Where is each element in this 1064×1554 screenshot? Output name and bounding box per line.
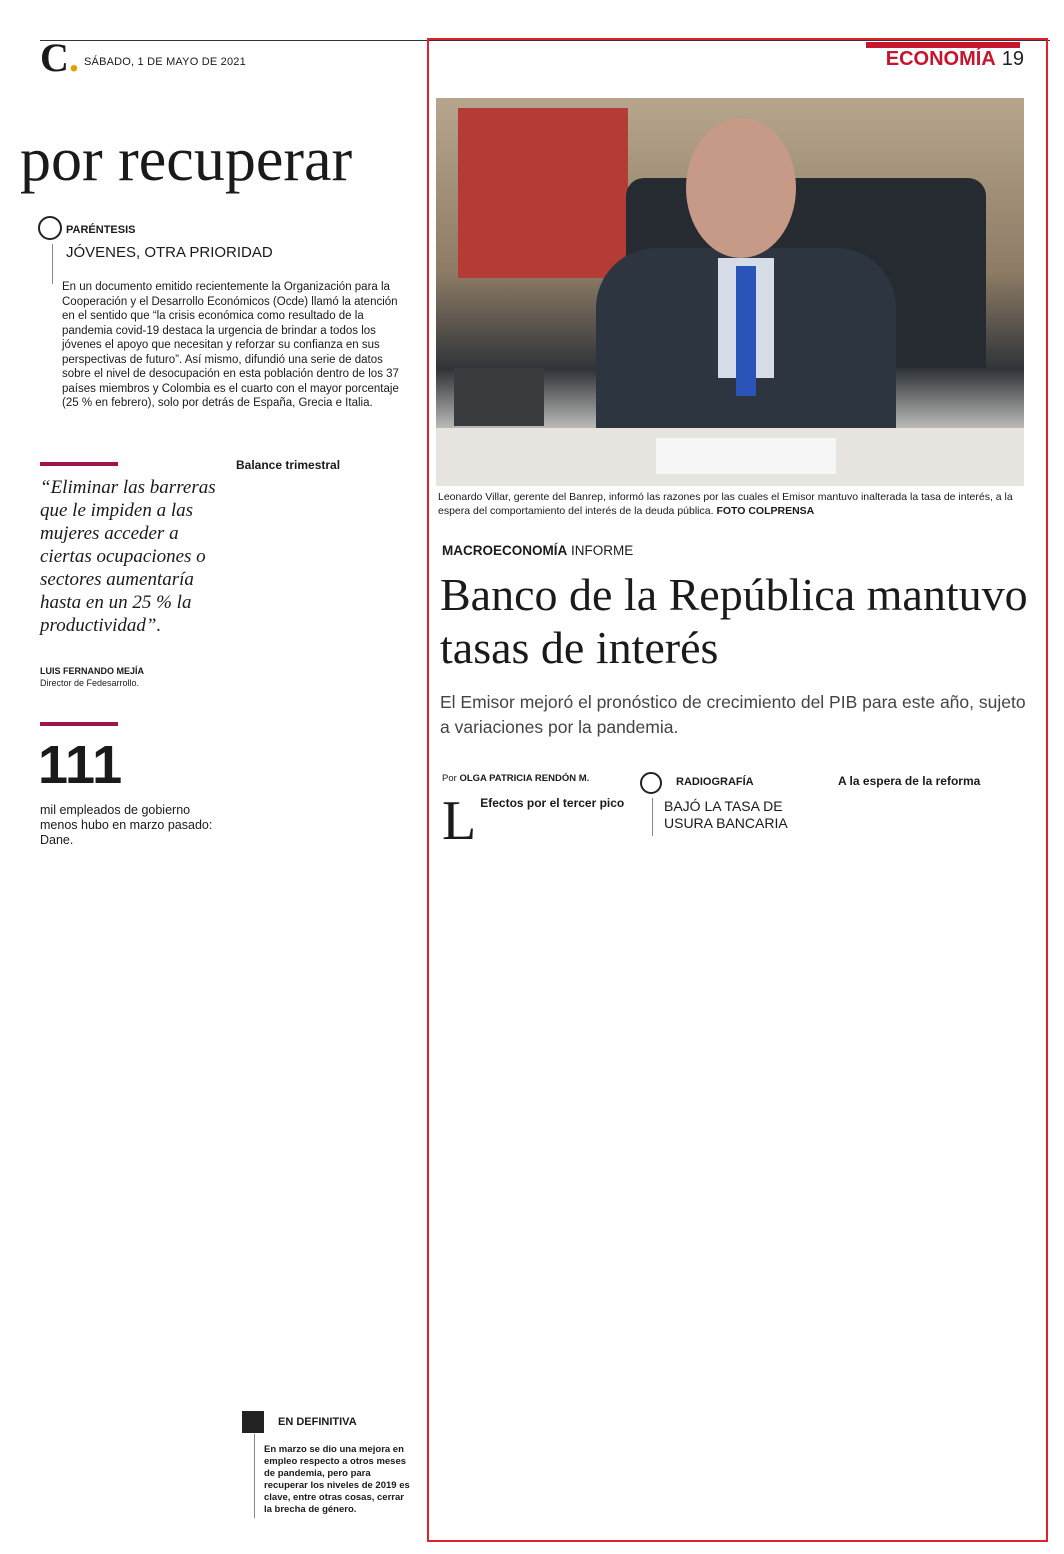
byline: Por OLGA PATRICIA RENDÓN M. bbox=[442, 773, 590, 784]
middle-body-column bbox=[236, 458, 412, 1540]
article-kicker: MACROECONOMÍA INFORME bbox=[442, 543, 634, 558]
left-headline-fragment: por recuperar bbox=[20, 126, 353, 194]
parentesis-title: JÓVENES, OTRA PRIORIDAD bbox=[66, 244, 273, 261]
article-column-2 bbox=[640, 1248, 824, 1540]
checker-icon bbox=[242, 1411, 264, 1433]
radiografia-label: RADIOGRAFÍA bbox=[676, 776, 754, 788]
issue-date: SÁBADO, 1 DE MAYO DE 2021 bbox=[84, 56, 246, 68]
quote-author: LUIS FERNANDO MEJÍA bbox=[40, 666, 145, 676]
stat-text: mil empleados de gobierno menos hubo en marzo pasado: Dane. bbox=[40, 803, 213, 847]
radiografia-rule bbox=[652, 798, 653, 836]
en-definitiva-body: En marzo se dio una mejora en empleo respecto a otros meses de pandemia, pero para recuperar los niveles de 2019 es clave, entre otras cosas, cerrar la brecha de género. bbox=[264, 1444, 410, 1515]
section-label: ECONOMÍA 19 bbox=[885, 48, 1024, 70]
parentesis-kicker: PARÉNTESIS bbox=[66, 224, 136, 236]
parentesis-rule bbox=[52, 244, 53, 284]
pull-quote: “Eliminar las barreras que le impiden a las mujeres acceder a ciertas ocupaciones o sectores aumentaría hasta en un 25 % la productividad”. bbox=[40, 477, 216, 636]
subhead-reforma: A la espera de la reforma bbox=[838, 774, 981, 788]
photo-credit: FOTO COLPRENSA bbox=[716, 504, 815, 517]
pin-icon bbox=[38, 216, 62, 240]
photo-caption bbox=[438, 491, 1028, 518]
article-headline: Banco de la República mantuvo tasas de interés bbox=[440, 569, 1028, 673]
magnifier-icon bbox=[640, 772, 662, 794]
parentesis-body: En un documento emitido recientemente la Organización para la Cooperación y el Desarrollo Económicos (Ocde) llamó la atención en el sentido que “la crisis económica como resultado de la pandemia covid-19 destaca la urgencia de brindar a todos los jóvenes el apoyo que necesitan y reforzar su confianza en sus perspectivas de futuro”. Así mismo, difundió una serie de datos sobre el nivel de desocupación en esta población dentro de los 37 países miembros y Colombia es el cuarto con el mayor porcentaje (25 % en febrero), solo por detrás de España, Grecia e Italia. bbox=[62, 281, 399, 409]
en-definitiva-label: EN DEFINITIVA bbox=[278, 1416, 357, 1428]
article-column-3 bbox=[838, 774, 1028, 1540]
quote-role: Director de Fedesarrollo. bbox=[40, 678, 140, 688]
article-column-1 bbox=[442, 796, 626, 1536]
caption-text: Leonardo Villar, gerente del Banrep, informó las razones por las cuales el Emisor mantuvo inalterada la tasa de interés, a la espera del comportamiento del interés de la deuda pública. bbox=[438, 491, 1013, 517]
dropcap: L bbox=[442, 796, 477, 852]
newspaper-logo: C. bbox=[40, 35, 79, 80]
radiografia-title: BAJÓ LA TASA DE USURA BANCARIA bbox=[664, 798, 788, 831]
subhead-balance: Balance trimestral bbox=[236, 458, 341, 472]
page-number: 19 bbox=[1001, 48, 1024, 70]
left-body-column bbox=[40, 876, 224, 1542]
subhead-tercer-pico: Efectos por el tercer pico bbox=[480, 796, 625, 810]
en-definitiva-rule bbox=[254, 1434, 255, 1518]
stat-bar bbox=[40, 722, 118, 726]
article-deck: El Emisor mejoró el pronóstico de crecimiento del PIB para este año, sujeto a variaciones por la pandemia. bbox=[440, 692, 1026, 737]
quote-bar bbox=[40, 462, 118, 466]
stat-number: 111 bbox=[38, 735, 123, 795]
article-photo bbox=[436, 98, 1024, 486]
